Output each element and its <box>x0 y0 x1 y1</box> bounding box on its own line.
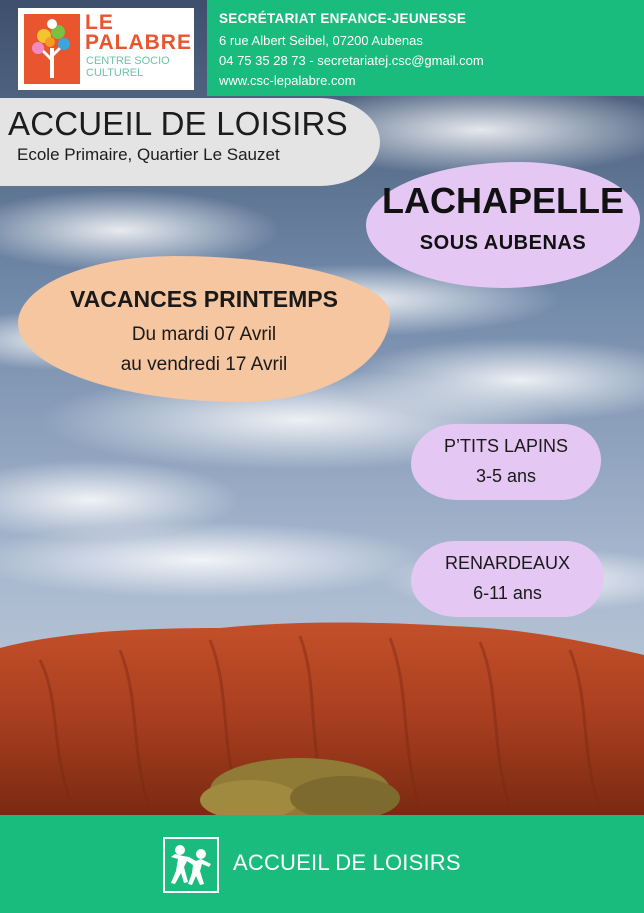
group-ages: 6-11 ans <box>473 583 542 603</box>
logo-name: LE PALABRE <box>85 11 192 54</box>
town-name: LACHAPELLE <box>382 180 624 221</box>
contact-title: SECRÉTARIAT ENFANCE-JEUNESSE <box>219 11 467 26</box>
holidays-to: au vendredi 17 Avril <box>120 354 288 375</box>
tree-icon <box>24 14 80 84</box>
group-ages: 3-5 ans <box>475 466 537 486</box>
logo-subtitle: CENTRE SOCIO CULTUREL <box>86 55 170 79</box>
holidays-from: Du mardi 07 Avril <box>131 324 277 345</box>
footer-label: ACCUEIL DE LOISIRS <box>233 850 461 875</box>
contact-address: 6 rue Albert Seibel, 07200 Aubenas <box>219 33 423 48</box>
headline-title: ACCUEIL DE LOISIRS <box>8 105 348 142</box>
holidays-title: VACANCES PRINTEMPS <box>70 286 338 312</box>
headline-blob <box>0 98 380 186</box>
group-name: P’TITS LAPINS <box>443 436 569 456</box>
contact-block <box>207 0 644 96</box>
contact-website[interactable]: www.csc-lepalabre.com <box>219 73 356 88</box>
footer <box>0 815 644 913</box>
contact-phone-email[interactable]: 04 75 35 28 73 - secretariatej.csc@gmail.com <box>219 53 484 68</box>
header <box>0 0 644 96</box>
group-blob-renardeaux <box>411 541 604 617</box>
headline-location: Ecole Primaire, Quartier Le Sauzet <box>17 145 280 164</box>
town-sub: SOUS AUBENAS <box>419 232 587 254</box>
group-blob-ptits-lapins <box>411 424 601 500</box>
logo[interactable] <box>18 8 194 90</box>
group-name: RENARDEAUX <box>444 553 571 573</box>
children-playing-icon <box>163 837 219 893</box>
